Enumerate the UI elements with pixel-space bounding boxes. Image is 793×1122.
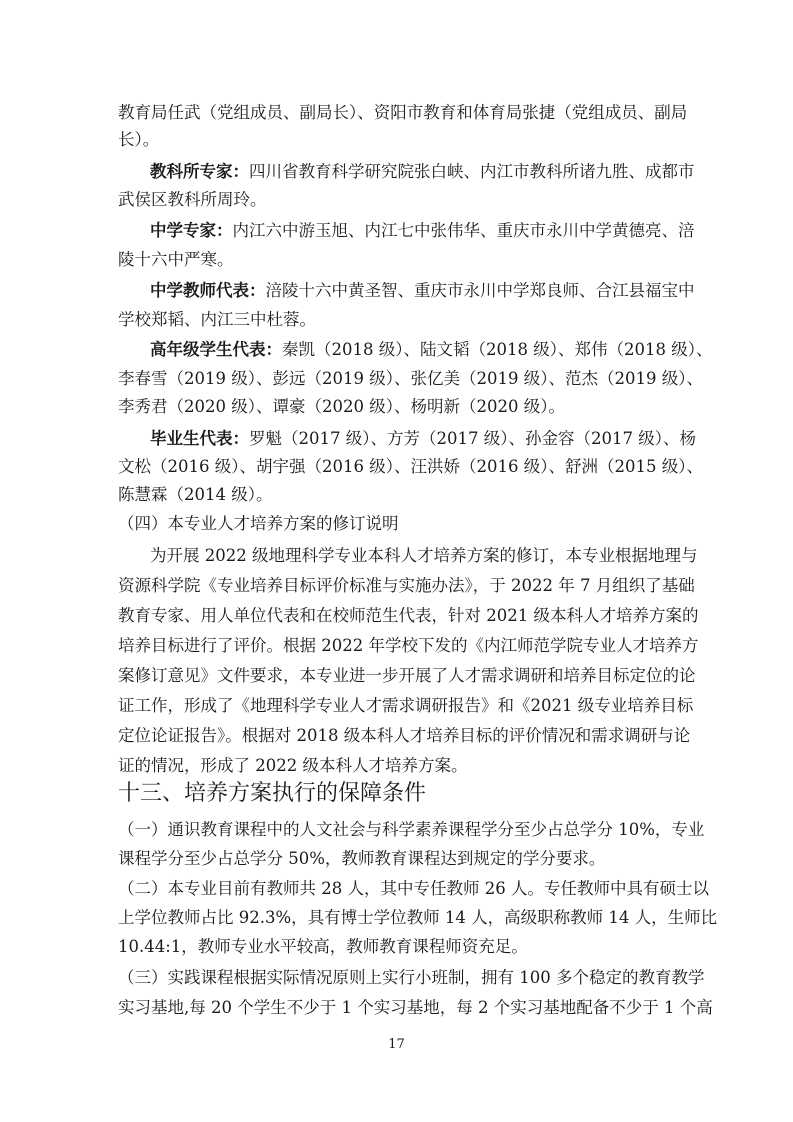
condition-1-line: 课程学分至少占总学分 50%，教师教育课程达到规定的学分要求。 bbox=[118, 849, 606, 868]
ms-teachers-label: 中学教师代表： bbox=[150, 281, 266, 300]
line-text: 上学位教师占比 92.3%，具有博士学位教师 14 人，高级职称教师 14 人，生师比 bbox=[118, 908, 718, 927]
section-13-heading: 十三、培养方案执行的保障条件 bbox=[118, 781, 427, 806]
senior-students-line bbox=[150, 338, 712, 362]
paragraph-line bbox=[118, 634, 699, 658]
text-line: 武侯区教科所周玲。 bbox=[118, 190, 267, 209]
ms-teachers-line bbox=[150, 279, 695, 303]
senior-students-label: 高年级学生代表： bbox=[150, 340, 282, 359]
condition-3-line bbox=[118, 966, 705, 990]
text-line bbox=[118, 367, 703, 391]
paragraph-line bbox=[118, 724, 691, 748]
condition-2-line: 10.44:1，教师专业水平较高，教师教育课程师资充足。 bbox=[118, 937, 528, 956]
text-line: 学校郑韬、内江三中杜蓉。 bbox=[118, 310, 316, 329]
line-text: 定位论证报告》。根据对 2018 级本科人才培养目标的评价情况和需求调研与论 bbox=[118, 726, 691, 745]
line-text: 证工作，形成了《地理科学专业人才需求调研报告》和《2021 级专业培养目标 bbox=[118, 696, 694, 715]
text-line bbox=[118, 101, 688, 125]
paragraph-line bbox=[118, 604, 699, 628]
line-text: （一）通识教育课程中的人文社会与科学素养课程学分至少占总学分 10%，专业 bbox=[118, 820, 705, 839]
page-number: 17 bbox=[388, 1037, 405, 1052]
line-text: （三）实践课程根据实际情况原则上实行小班制，拥有 100 多个稳定的教育教学 bbox=[118, 968, 705, 987]
ms-teachers-text: 涪陵十六中黄圣智、重庆市永川中学郑良师、合江县福宝中 bbox=[265, 281, 695, 300]
section-4-title: （四）本专业人才培养方案的修订说明 bbox=[118, 514, 399, 533]
paragraph-line bbox=[118, 664, 696, 688]
line-text: （二）本专业目前有教师共 28 人，其中专任教师 26 人。专任教师中具有硕士以 bbox=[118, 879, 709, 898]
text-line: 陵十六中严寒。 bbox=[118, 250, 234, 269]
line-text: 李春雪（2019 级）、彭远（2019 级）、张亿美（2019 级）、范杰（2019 级）、 bbox=[118, 369, 703, 388]
line-text: 教育局任武（党组成员、副局长）、资阳市教育和体育局张捷（党组成员、副局 bbox=[118, 103, 688, 122]
paragraph-line bbox=[118, 694, 694, 718]
text-line: 长）。 bbox=[118, 130, 160, 149]
line-text: 文松（2016 级）、胡宇强（2016 级）、汪洪娇（2016 级）、舒洲（2015 级）、 bbox=[118, 457, 703, 476]
condition-3-line bbox=[118, 996, 713, 1020]
condition-2-line bbox=[118, 877, 709, 901]
text-line: 陈慧霖（2014 级）。 bbox=[118, 485, 273, 504]
paragraph-line: 证的情况，形成了 2022 级本科人才培养方案。 bbox=[118, 756, 468, 775]
graduates-text: 罗魁（2017 级）、方芳（2017 级）、孙金容（2017 级）、杨 bbox=[249, 429, 696, 448]
edu-experts-label: 教科所专家： bbox=[150, 162, 249, 181]
line-text: 教育专家、用人单位代表和在校师范生代表，针对 2021 级本科人才培养方案的 bbox=[118, 606, 699, 625]
ms-experts-label: 中学专家： bbox=[150, 221, 233, 240]
line-text: 培养目标进行了评价。根据 2022 年学校下发的《内江师范学院专业人才培养方 bbox=[118, 636, 699, 655]
graduates-line bbox=[150, 427, 696, 451]
line-text: 为开展 2022 级地理科学专业本科人才培养方案的修订，本专业根据地理与 bbox=[150, 546, 698, 565]
senior-students-text: 秦凯（2018 级）、陆文韬（2018 级）、郑伟（2018 级）、 bbox=[282, 340, 713, 359]
condition-2-line bbox=[118, 906, 718, 930]
text-line bbox=[118, 455, 703, 479]
paragraph-line bbox=[118, 574, 695, 598]
line-text: 案修订意见》文件要求，本专业进一步开展了人才需求调研和培养目标定位的论 bbox=[118, 666, 696, 685]
edu-experts-text: 四川省教育科学研究院张白峡、内江市教科所诸九胜、成都市 bbox=[249, 162, 695, 181]
graduates-label: 毕业生代表： bbox=[150, 429, 249, 448]
paragraph-line bbox=[150, 544, 698, 568]
text-line: 李秀君（2020 级）、谭豪（2020 级）、杨明新（2020 级）。 bbox=[118, 397, 565, 416]
line-text: 实习基地,每 20 个学生不少于 1 个实习基地，每 2 个实习基地配备不少于 1 个高 bbox=[118, 998, 713, 1017]
edu-experts-line bbox=[150, 160, 695, 184]
ms-experts-line bbox=[150, 219, 695, 243]
line-text: 资源科学院《专业培养目标评价标准与实施办法》，于 2022 年 7 月组织了基础 bbox=[118, 576, 695, 595]
condition-1-line bbox=[118, 818, 705, 842]
ms-experts-text: 内江六中游玉旭、内江七中张伟华、重庆市永川中学黄德亮、涪 bbox=[232, 221, 695, 240]
